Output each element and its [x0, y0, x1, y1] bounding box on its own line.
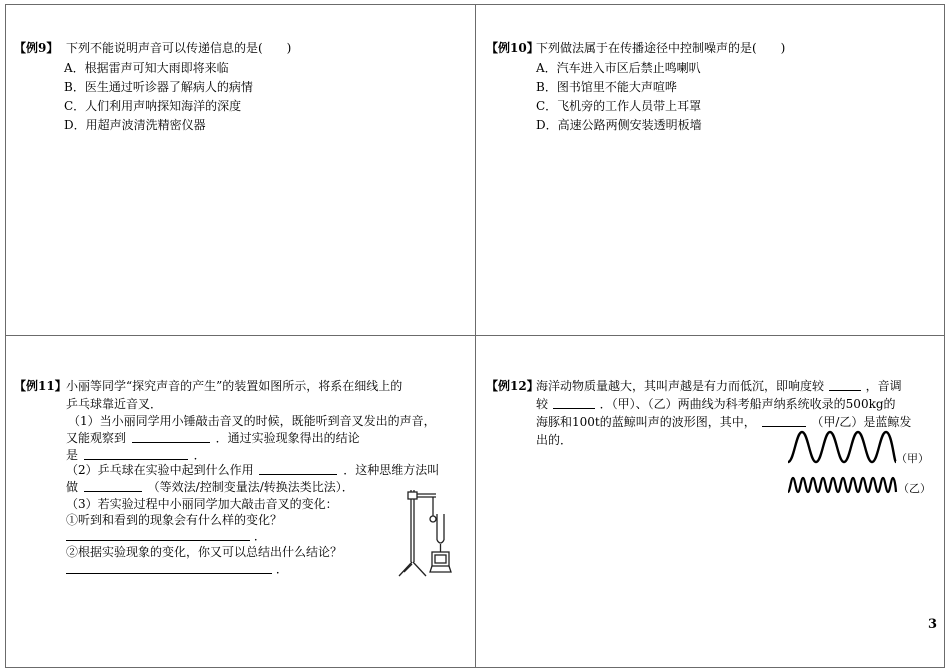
- q12-line1: [536, 378, 902, 394]
- q10-tag: 【例10】: [486, 41, 539, 55]
- q12-tag: 【例12】: [486, 379, 539, 393]
- vertical-divider: [475, 4, 476, 668]
- q9-option-b: B．医生通过听诊器了解病人的病情: [64, 80, 253, 94]
- q10-stem: 下列做法属于在传播途径中控制噪声的是( ): [536, 41, 786, 55]
- q10-option-a: A．汽车进入市区后禁止鸣喇叭: [536, 61, 701, 75]
- waveform-jia-curve: [788, 432, 896, 462]
- q11-part2-line2: [66, 479, 354, 495]
- q11-part3-heading: （3）若实验过程中小丽同学加大敲击音叉的变化：: [66, 497, 338, 511]
- waveform-jia: [786, 428, 898, 468]
- q11-answer-blank-1[interactable]: [132, 430, 210, 443]
- q11-part1-text-b: ．通过实验现象得出的结论: [215, 431, 360, 445]
- q11-line2: 乒乓球靠近音叉．: [66, 397, 163, 411]
- q11-part3-end2: ．: [275, 562, 288, 576]
- q11-part1-line3: [66, 447, 206, 463]
- q9-tag: 【例9】: [14, 41, 59, 55]
- q11-answer-blank-4[interactable]: [84, 479, 142, 492]
- q11-part1-text-a: 又能观察到: [66, 431, 127, 445]
- q12-line4: 出的．: [536, 433, 573, 447]
- waveform-yi-curve: [788, 478, 896, 492]
- q9-option-c: C．人们利用声呐探知海洋的深度: [64, 99, 242, 113]
- q11-part3-end1: ．: [253, 529, 266, 543]
- q12-text-e: 海豚和100t的蓝鲸叫声的波形图，其中，: [536, 415, 756, 429]
- q9-stem: 下列不能说明声音可以传递信息的是( ): [66, 41, 292, 55]
- q11-part2-text-c: 做: [66, 480, 79, 494]
- horizontal-divider: [5, 335, 945, 336]
- q11-part2-line1: [66, 462, 439, 478]
- q12-text-f: （甲/乙）是蓝鲸发: [811, 415, 912, 429]
- q12-text-c: 较: [536, 397, 549, 411]
- q11-answer-blank-5[interactable]: [66, 528, 250, 541]
- q11-part1-text-c: 是: [66, 448, 79, 462]
- q11-answer-blank-3[interactable]: [259, 462, 337, 475]
- page-number: 3: [928, 617, 938, 632]
- q11-answer-blank-6[interactable]: [66, 561, 272, 574]
- q12-text-d: ．（甲）、（乙）两曲线为科考船声纳系统收录的500kg的: [599, 397, 896, 411]
- q12-answer-blank-2[interactable]: [553, 396, 595, 409]
- q9-option-a: A．根据雷声可知大雨即将来临: [64, 61, 229, 75]
- q11-part1-line1: （1）当小丽同学用小锤敲击音叉的时候，既能听到音叉发出的声音，: [68, 414, 436, 428]
- q10-option-b: B．图书馆里不能大声喧哗: [536, 80, 677, 94]
- q11-part2-text-a: （2）乒乓球在实验中起到什么作用: [66, 463, 254, 477]
- q12-text-b: ，音调: [865, 379, 902, 393]
- q11-line1: 小丽等同学“探究声音的产生”的装置如图所示，将系在细线上的: [66, 379, 403, 393]
- q11-part3-question1: ①听到和看到的现象会有什么样的变化？: [66, 513, 283, 527]
- waveform-yi-label: （乙）: [898, 482, 931, 495]
- q11-part2-text-b: ．这种思维方法叫: [343, 463, 440, 477]
- q9-option-d: D．用超声波清洗精密仪器: [64, 118, 206, 132]
- tuning-fork-apparatus-figure: [396, 484, 458, 580]
- waveform-jia-label: （甲）: [896, 452, 929, 465]
- q11-part1-line2: [66, 430, 360, 446]
- q11-part2-text-d: （等效法/控制变量法/转换法类比法）．: [147, 480, 354, 494]
- q11-tag: 【例11】: [14, 379, 67, 393]
- waveform-yi: [786, 474, 898, 496]
- q11-part3-answer2: [66, 561, 288, 577]
- q11-answer-blank-2[interactable]: [84, 447, 188, 460]
- q11-part3-answer1: [66, 528, 266, 544]
- q12-answer-blank-1[interactable]: [829, 378, 861, 391]
- q11-part3-question2: ②根据实验现象的变化，你又可以总结出什么结论？: [66, 545, 343, 559]
- q12-text-a: 海洋动物质量越大，其叫声越是有力而低沉，即响度较: [536, 379, 825, 393]
- q10-option-d: D．高速公路两侧安装透明板墙: [536, 118, 702, 132]
- q11-part1-text-d: ．: [193, 448, 206, 462]
- q12-line2: [536, 396, 896, 412]
- q12-answer-blank-3[interactable]: [762, 414, 806, 427]
- q10-option-c: C．飞机旁的工作人员带上耳罩: [536, 99, 702, 113]
